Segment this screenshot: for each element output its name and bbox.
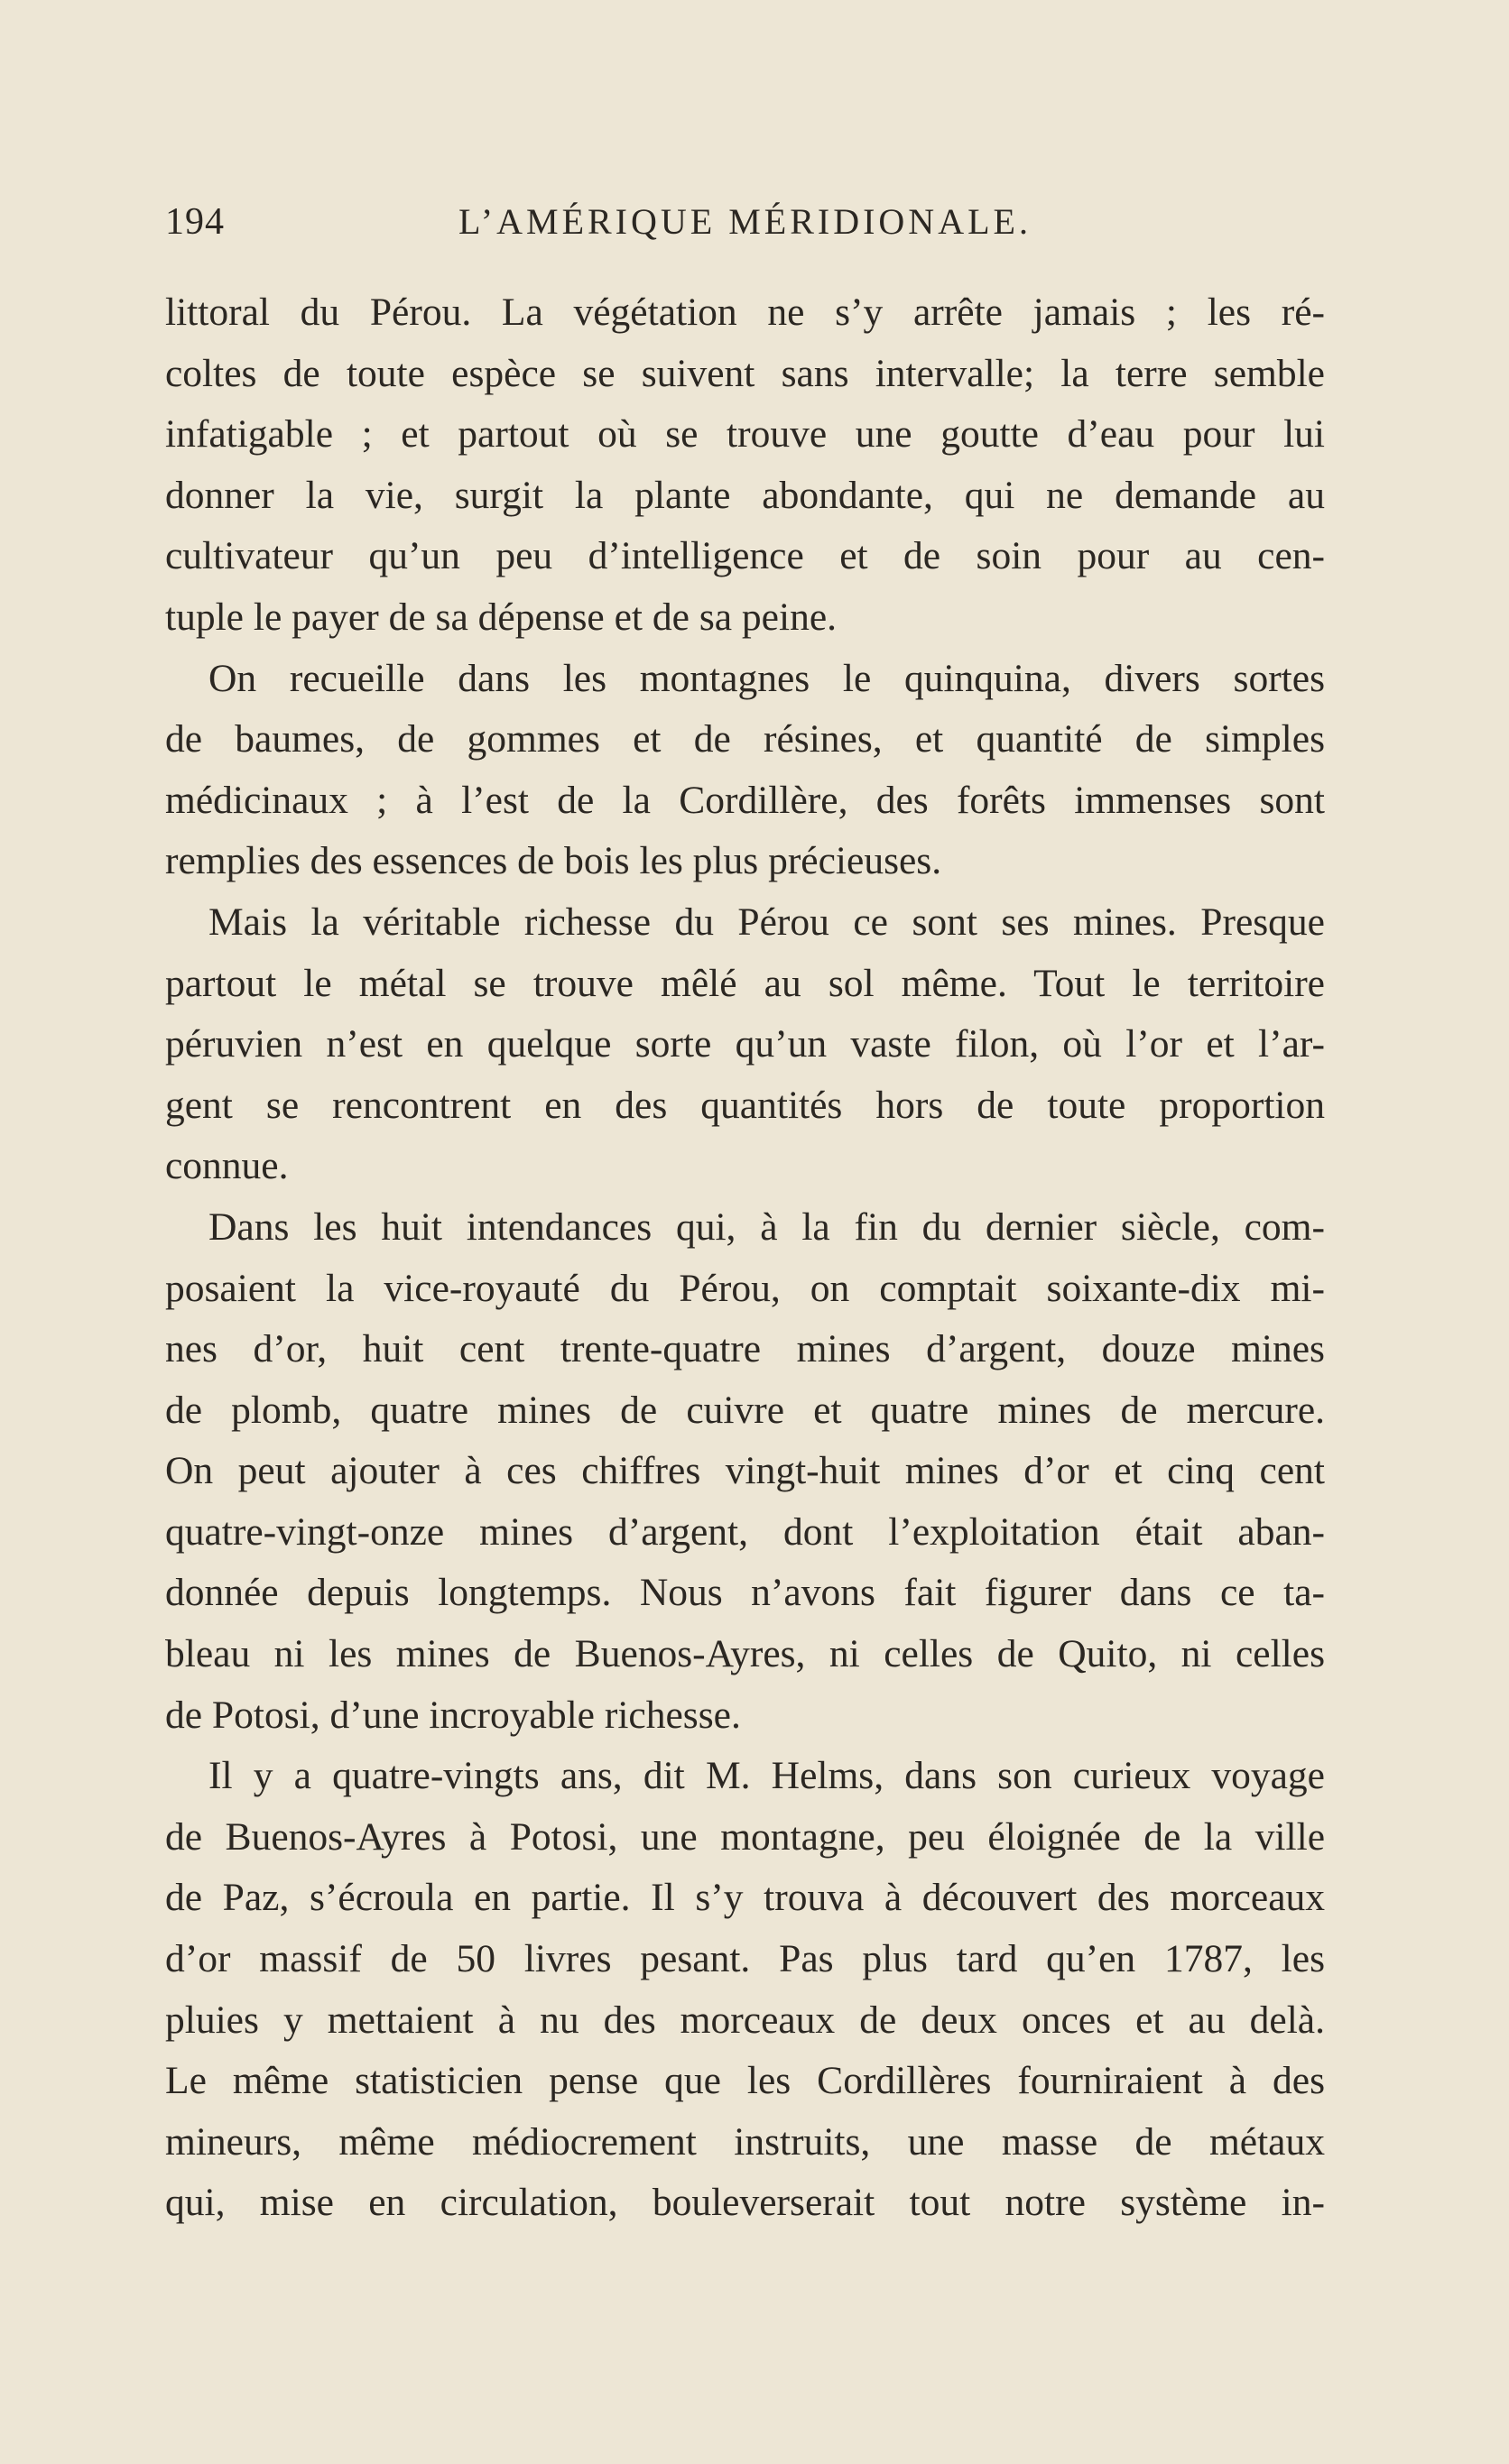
text-line: connue. [165,1144,289,1188]
text-line: nes d’or, huit cent trente-quatre mines d’argent, douze mines [165,1327,1325,1371]
text-line: de plomb, quatre mines de cuivre et quatre mines de mercure. [165,1388,1325,1432]
text-line: bleau ni les mines de Buenos-Ayres, ni celles de Quito, ni celles [165,1632,1325,1676]
running-head [165,200,1325,254]
text-line: donnée depuis longtemps. Nous n’avons fait figurer dans ce ta- [165,1571,1325,1615]
text-line: donner la vie, surgit la plante abondante, qui ne demande au [165,473,1325,517]
text-line: partout le métal se trouve mêlé au sol même. Tout le territoire [165,961,1325,1005]
text-line: littoral du Pérou. La végétation ne s’y arrête jamais ; les ré- [165,291,1325,334]
text-line: qui, mise en circulation, bouleverserait tout notre système in- [165,2181,1325,2225]
text-line: posaient la vice-royauté du Pérou, on comptait soixante-dix mi- [165,1266,1325,1310]
text-line: coltes de toute espèce se suivent sans intervalle; la terre semble [165,351,1325,395]
text-line: de Buenos-Ayres à Potosi, une montagne, peu éloignée de la ville [165,1814,1325,1859]
body-text [165,282,1325,2234]
text-line: d’or massif de 50 livres pesant. Pas plus tard qu’en 1787, les [165,1937,1325,1981]
text-line: tuple le payer de sa dépense et de sa peine. [165,595,838,639]
text-line: péruvien n’est en quelque sorte qu’un vaste filon, où l’or et l’ar- [165,1022,1325,1066]
text-line: de Potosi, d’une incroyable richesse. [165,1693,741,1737]
text-line: Il y a quatre-vingts ans, dit M. Helms, dans son curieux voyage [208,1754,1325,1798]
text-line: de Paz, s’écroula en partie. Il s’y trouva à découvert des morceaux [165,1876,1325,1920]
text-line: de baumes, de gommes et de résines, et quantité de simples [165,717,1325,761]
page-number: 194 [165,201,225,243]
text-line: pluies y mettaient à nu des morceaux de deux onces et au delà. [165,1998,1325,2042]
text-line: cultivateur qu’un peu d’intelligence et de soin pour au cen- [165,534,1325,578]
running-title: L’AMÉRIQUE MÉRIDIONALE. [458,201,1032,242]
text-line: infatigable ; et partout où se trouve une goutte d’eau pour lui [165,412,1325,457]
text-line: quatre-vingt-onze mines d’argent, dont l’exploitation était aban- [165,1509,1325,1554]
text-line: Le même statisticien pense que les Cordillères fourniraient à des [165,2059,1325,2103]
text-line: On recueille dans les montagnes le quinquina, divers sortes [208,656,1325,700]
text-line: gent se rencontrent en des quantités hors de toute proportion [165,1083,1325,1127]
text-line: remplies des essences de bois les plus précieuses. [165,839,942,883]
text-line: mineurs, même médiocrement instruits, une masse de métaux [165,2119,1325,2164]
text-line: médicinaux ; à l’est de la Cordillère, des forêts immenses sont [165,778,1325,822]
text-line: Dans les huit intendances qui, à la fin du dernier siècle, com- [208,1204,1325,1249]
text-line: On peut ajouter à ces chiffres vingt-huit mines d’or et cinq cent [165,1449,1325,1493]
text-line: Mais la véritable richesse du Pérou ce sont ses mines. Presque [208,900,1325,944]
